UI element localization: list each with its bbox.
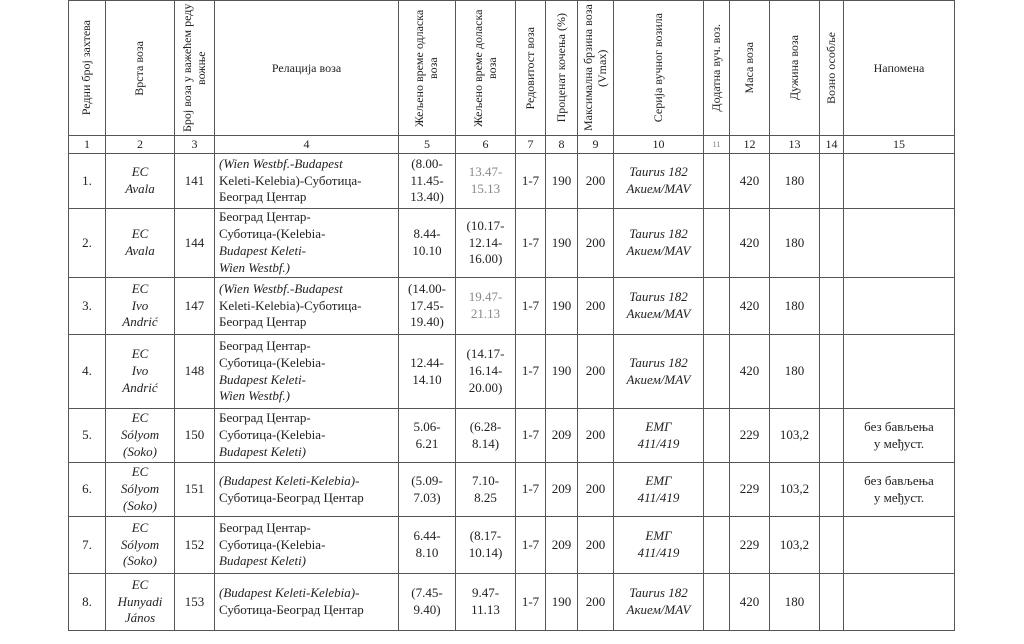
cell-line: (7.45- — [411, 585, 443, 601]
header-row — [69, 1, 955, 136]
locomotive-cell — [614, 463, 704, 517]
note-cell — [844, 209, 955, 278]
braking-cell: 209 — [546, 409, 578, 463]
cell-line: (Soko) — [123, 443, 157, 459]
header-train-type: Врста воза — [106, 1, 175, 136]
cell-line: (Wien Westbf.-Budapest — [219, 155, 343, 171]
cell-line: Београд Центар — [219, 189, 307, 205]
cell-line: (10.17- — [466, 217, 505, 233]
cell-line: Taurus 182 — [629, 164, 688, 180]
table-row — [69, 209, 955, 278]
header-additional-traction: Додатна вуч. воз. — [704, 1, 730, 136]
cell-line: 13.47- — [468, 164, 503, 180]
cell-line: Budapest Keleti) — [219, 553, 307, 569]
relation-cell — [215, 463, 399, 517]
cell-line: (Soko) — [123, 553, 157, 569]
cell-line: Београд Центар- — [219, 209, 311, 225]
header-train-length: Дужина воза — [770, 1, 820, 136]
cell-line: Суботица-Београд Центар — [219, 489, 364, 505]
locomotive-cell — [614, 154, 704, 209]
braking-cell: 209 — [546, 517, 578, 574]
arrival-cell — [456, 335, 516, 409]
mass-cell: 229 — [730, 409, 770, 463]
header-regularity: Редовитост воза — [516, 1, 546, 136]
locomotive-cell — [614, 574, 704, 631]
additional-traction-cell — [704, 463, 730, 517]
request-number-cell: 5. — [69, 409, 106, 463]
train-number-cell: 150 — [175, 409, 215, 463]
cell-line: Andrić — [122, 379, 158, 395]
cell-line: (8.00- — [411, 155, 443, 171]
arrival-cell — [456, 209, 516, 278]
braking-cell: 190 — [546, 154, 578, 209]
cell-line: 8.25 — [474, 489, 497, 505]
regularity-cell: 1-7 — [516, 463, 546, 517]
relation-cell — [215, 517, 399, 574]
mass-cell: 420 — [730, 574, 770, 631]
column-number: 3 — [175, 136, 215, 154]
note-cell — [844, 409, 955, 463]
max-speed-cell: 200 — [578, 409, 614, 463]
request-number-cell: 3. — [69, 278, 106, 335]
column-number: 7 — [516, 136, 546, 154]
cell-line: (8.17- — [469, 528, 502, 544]
cell-line: 20.00) — [468, 379, 503, 395]
crew-cell — [820, 335, 844, 409]
length-cell: 180 — [770, 278, 820, 335]
crew-cell — [820, 409, 844, 463]
cell-line: Taurus 182 — [629, 585, 688, 601]
arrival-cell — [456, 409, 516, 463]
column-number: 4 — [215, 136, 399, 154]
additional-traction-cell — [704, 574, 730, 631]
cell-line: EC — [131, 346, 149, 362]
cell-line: (Budapest Keleti-Kelebia)- — [219, 472, 360, 488]
cell-line: 16.14- — [468, 363, 503, 379]
cell-line: 12.44- — [410, 354, 444, 370]
cell-line: Avala — [125, 181, 155, 196]
cell-line: János — [124, 610, 156, 626]
train-request-table — [68, 0, 955, 631]
cell-line: EC — [131, 226, 149, 242]
regularity-cell: 1-7 — [516, 278, 546, 335]
header-request-number: Редни број захтева — [69, 1, 106, 136]
cell-line: 8.44- — [413, 226, 441, 242]
table-row — [69, 409, 955, 463]
max-speed-cell: 200 — [578, 574, 614, 631]
column-number: 11 — [704, 136, 730, 154]
cell-line: 21.13 — [470, 306, 501, 321]
departure-cell — [399, 209, 456, 278]
mass-cell: 420 — [730, 335, 770, 409]
cell-line: (5.09- — [411, 472, 443, 488]
regularity-cell: 1-7 — [516, 409, 546, 463]
relation-cell — [215, 409, 399, 463]
additional-traction-cell — [704, 209, 730, 278]
cell-line: Budapest Keleti- — [219, 371, 307, 387]
mass-cell: 420 — [730, 209, 770, 278]
additional-traction-cell — [704, 335, 730, 409]
header-note: Напомена — [844, 1, 955, 136]
column-number: 14 — [820, 136, 844, 154]
max-speed-cell: 200 — [578, 517, 614, 574]
cell-line: без бављења — [864, 472, 934, 488]
departure-cell — [399, 278, 456, 335]
length-cell: 103,2 — [770, 463, 820, 517]
departure-cell — [399, 154, 456, 209]
cell-line: у међуст. — [873, 489, 925, 505]
mass-cell: 420 — [730, 154, 770, 209]
locomotive-cell — [614, 335, 704, 409]
arrival-cell — [456, 517, 516, 574]
column-number: 13 — [770, 136, 820, 154]
header-train-relation: Релација воза — [215, 1, 399, 136]
cell-line: у међуст. — [873, 435, 925, 451]
header-train-number: Број воза у важећем реду вожње — [175, 1, 215, 136]
cell-line: Акием/MAV — [626, 371, 691, 387]
cell-line: Wien Westbf.) — [219, 259, 291, 275]
column-number: 5 — [399, 136, 456, 154]
table-row — [69, 517, 955, 574]
cell-line: Sólyom — [120, 481, 160, 497]
note-cell — [844, 463, 955, 517]
locomotive-cell — [614, 517, 704, 574]
cell-line: Суботица-(Kelebia- — [219, 536, 326, 552]
cell-line: без бављења — [864, 418, 934, 434]
cell-line: Sólyom — [120, 536, 160, 552]
cell-line: 8.10 — [415, 545, 439, 560]
regularity-cell: 1-7 — [516, 154, 546, 209]
table-row — [69, 278, 955, 335]
cell-line: 8.14) — [471, 435, 500, 451]
cell-line: 10.10 — [412, 243, 442, 258]
cell-line: EC — [131, 164, 149, 180]
cell-line: Budapest Keleti) — [219, 443, 307, 459]
cell-line: Taurus 182 — [629, 354, 688, 370]
train-number-cell: 141 — [175, 154, 215, 209]
braking-cell: 190 — [546, 335, 578, 409]
cell-line: Суботица-(Kelebia- — [219, 226, 326, 242]
cell-line: (6.28- — [469, 418, 502, 434]
braking-cell: 209 — [546, 463, 578, 517]
mass-cell: 420 — [730, 278, 770, 335]
cell-line: 411/419 — [637, 435, 680, 451]
note-cell — [844, 278, 955, 335]
additional-traction-cell — [704, 278, 730, 335]
cell-line: Акием/MAV — [626, 243, 691, 258]
regularity-cell: 1-7 — [516, 335, 546, 409]
request-number-cell: 7. — [69, 517, 106, 574]
note-cell — [844, 335, 955, 409]
cell-line: (Wien Westbf.-Budapest — [219, 280, 343, 296]
cell-line: ЕМГ — [645, 528, 672, 544]
crew-cell — [820, 278, 844, 335]
train-type-cell — [106, 517, 175, 574]
column-number: 9 — [578, 136, 614, 154]
cell-line: 9.47- — [471, 585, 500, 601]
length-cell: 180 — [770, 209, 820, 278]
departure-cell — [399, 335, 456, 409]
cell-line: 9.40) — [413, 602, 441, 617]
cell-line: Акием/MAV — [626, 306, 691, 321]
train-type-cell — [106, 463, 175, 517]
cell-line: 16.00) — [468, 251, 503, 267]
train-number-cell: 153 — [175, 574, 215, 631]
mass-cell: 229 — [730, 517, 770, 574]
cell-line: Суботица-(Kelebia- — [219, 354, 326, 370]
departure-cell — [399, 574, 456, 631]
cell-line: 14.10 — [412, 371, 442, 387]
cell-line: 7.10- — [471, 472, 500, 488]
mass-cell: 229 — [730, 463, 770, 517]
train-type-cell — [106, 278, 175, 335]
train-type-cell — [106, 409, 175, 463]
braking-cell: 190 — [546, 209, 578, 278]
cell-line: Београд Центар- — [219, 410, 311, 426]
braking-cell: 190 — [546, 278, 578, 335]
header-arrival-time: Жељено време доласка воза — [456, 1, 516, 136]
cell-line: Суботица-Београд Центар — [219, 602, 364, 617]
header-train-crew: Возно особље — [820, 1, 844, 136]
cell-line: 19.47- — [468, 289, 503, 305]
train-type-cell — [106, 574, 175, 631]
cell-line: (14.00- — [408, 280, 446, 296]
length-cell: 103,2 — [770, 409, 820, 463]
cell-line: Београд Центар — [219, 314, 307, 330]
cell-line: 13.40) — [410, 189, 444, 205]
additional-traction-cell — [704, 409, 730, 463]
cell-line: EC — [131, 576, 149, 592]
cell-line: Andrić — [122, 314, 158, 330]
cell-line: (Budapest Keleti-Kelebia)- — [219, 585, 360, 601]
train-number-cell: 144 — [175, 209, 215, 278]
column-number: 2 — [106, 136, 175, 154]
cell-line: Taurus 182 — [629, 226, 688, 242]
additional-traction-cell — [704, 517, 730, 574]
column-number: 6 — [456, 136, 516, 154]
table-row — [69, 463, 955, 517]
request-number-cell: 1. — [69, 154, 106, 209]
request-number-cell: 4. — [69, 335, 106, 409]
cell-line: Ivo — [131, 297, 149, 313]
request-number-cell: 2. — [69, 209, 106, 278]
cell-line: 5.06- — [413, 418, 441, 434]
header-train-mass: Маса воза — [730, 1, 770, 136]
departure-cell — [399, 463, 456, 517]
cell-line: ЕМГ — [645, 472, 672, 488]
cell-line: Keleti-Kelebia)-Суботица- — [219, 172, 362, 188]
cell-line: Keleti-Kelebia)-Суботица- — [219, 297, 362, 313]
column-number: 15 — [844, 136, 955, 154]
cell-line: Taurus 182 — [629, 289, 688, 305]
cell-line: 10.14) — [468, 545, 503, 560]
cell-line: 11.45- — [410, 172, 444, 188]
locomotive-cell — [614, 209, 704, 278]
cell-line: EC — [131, 280, 149, 296]
cell-line: Sólyom — [120, 427, 160, 443]
cell-line: EC — [131, 519, 149, 535]
request-number-cell: 8. — [69, 574, 106, 631]
cell-line: 19.40) — [410, 314, 444, 330]
train-number-cell: 148 — [175, 335, 215, 409]
additional-traction-cell — [704, 154, 730, 209]
relation-cell — [215, 574, 399, 631]
locomotive-cell — [614, 278, 704, 335]
cell-line: EC — [131, 464, 149, 480]
header-braking-percent: Проценат кочења (%) — [546, 1, 578, 136]
crew-cell — [820, 154, 844, 209]
train-type-cell — [106, 154, 175, 209]
cell-line: EC — [131, 410, 149, 426]
header-max-speed: Максимална брзина воза (Vmax) — [578, 1, 614, 136]
cell-line: 17.45- — [410, 297, 444, 313]
table-row — [69, 335, 955, 409]
arrival-cell — [456, 154, 516, 209]
cell-line: 15.13 — [470, 181, 501, 196]
regularity-cell: 1-7 — [516, 209, 546, 278]
column-number: 12 — [730, 136, 770, 154]
cell-line: 11.13 — [471, 602, 500, 617]
cell-line: 411/419 — [637, 489, 680, 505]
relation-cell — [215, 209, 399, 278]
note-cell — [844, 154, 955, 209]
cell-line: Акием/MAV — [626, 602, 691, 617]
max-speed-cell: 200 — [578, 463, 614, 517]
cell-line: Ivo — [131, 363, 149, 379]
departure-cell — [399, 517, 456, 574]
cell-line: ЕМГ — [645, 418, 672, 434]
column-number-row — [69, 136, 955, 154]
train-type-cell — [106, 209, 175, 278]
column-number: 1 — [69, 136, 106, 154]
train-number-cell: 147 — [175, 278, 215, 335]
cell-line: (14.17- — [466, 346, 505, 362]
arrival-cell — [456, 463, 516, 517]
departure-cell — [399, 409, 456, 463]
relation-cell — [215, 278, 399, 335]
relation-cell — [215, 335, 399, 409]
regularity-cell: 1-7 — [516, 517, 546, 574]
cell-line: 6.21 — [415, 435, 439, 451]
crew-cell — [820, 463, 844, 517]
length-cell: 180 — [770, 574, 820, 631]
cell-line: Wien Westbf.) — [219, 388, 291, 404]
table-row — [69, 154, 955, 209]
max-speed-cell: 200 — [578, 278, 614, 335]
regularity-cell: 1-7 — [516, 574, 546, 631]
cell-line: Суботица-(Kelebia- — [219, 427, 326, 443]
cell-line: Budapest Keleti- — [219, 243, 307, 258]
crew-cell — [820, 574, 844, 631]
train-number-cell: 152 — [175, 517, 215, 574]
crew-cell — [820, 209, 844, 278]
cell-line: 12.14- — [468, 234, 503, 250]
cell-line: (Soko) — [123, 497, 157, 513]
max-speed-cell: 200 — [578, 209, 614, 278]
arrival-cell — [456, 574, 516, 631]
length-cell: 180 — [770, 335, 820, 409]
train-type-cell — [106, 335, 175, 409]
length-cell: 103,2 — [770, 517, 820, 574]
header-departure-time: Жељено време одласка воза — [399, 1, 456, 136]
note-cell — [844, 574, 955, 631]
column-number: 8 — [546, 136, 578, 154]
note-cell — [844, 517, 955, 574]
cell-line: Avala — [125, 243, 155, 258]
length-cell: 180 — [770, 154, 820, 209]
header-locomotive-series: Серија вучног возила — [614, 1, 704, 136]
relation-cell — [215, 154, 399, 209]
table-row — [69, 574, 955, 631]
train-number-cell: 151 — [175, 463, 215, 517]
max-speed-cell: 200 — [578, 154, 614, 209]
cell-line: Акием/MAV — [626, 181, 691, 196]
arrival-cell — [456, 278, 516, 335]
locomotive-cell — [614, 409, 704, 463]
crew-cell — [820, 517, 844, 574]
column-number: 10 — [614, 136, 704, 154]
braking-cell: 190 — [546, 574, 578, 631]
request-number-cell: 6. — [69, 463, 106, 517]
cell-line: 7.03) — [413, 489, 441, 505]
cell-line: Београд Центар- — [219, 519, 311, 535]
cell-line: Hunyadi — [117, 593, 163, 609]
max-speed-cell: 200 — [578, 335, 614, 409]
cell-line: Београд Центар- — [219, 337, 311, 353]
cell-line: 411/419 — [637, 545, 680, 560]
cell-line: 6.44- — [413, 528, 441, 544]
